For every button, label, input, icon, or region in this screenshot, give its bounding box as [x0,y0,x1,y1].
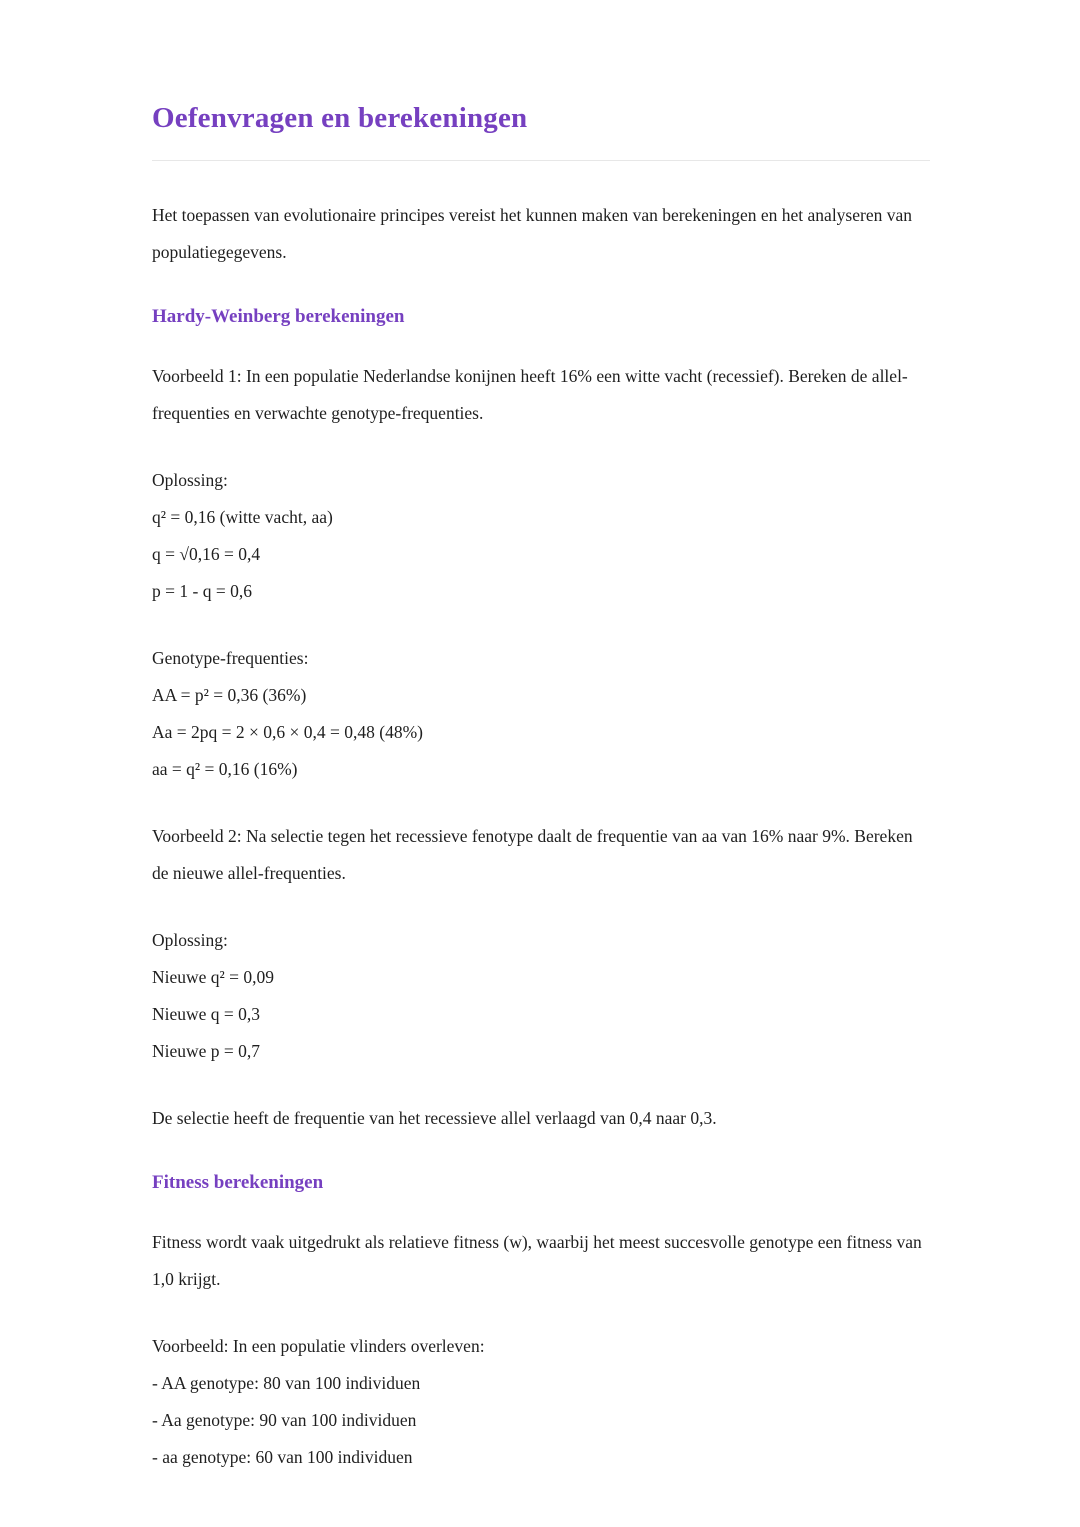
block-oplossing-2 [152,922,930,1070]
title-divider [152,160,930,161]
fitness-line-aa: - aa genotype: 60 van 100 individuen [152,1446,413,1467]
oplossing-1-line-q2: q² = 0,16 (witte vacht, aa) [152,506,333,527]
genotype-line-AA: AA = p² = 0,36 (36%) [152,684,307,705]
oplossing-2-line-p: Nieuwe p = 0,7 [152,1040,261,1061]
intro-paragraph: Het toepassen van evolutionaire principes vereist het kunnen maken van berekeningen en het analyseren van populatiegegevens. [152,205,912,263]
block-genotype-frequenties [152,640,930,788]
fitness-line-AA: - AA genotype: 80 van 100 individuen [152,1372,421,1393]
genotype-label: Genotype-frequenties: [152,647,309,668]
genotype-line-aa: aa = q² = 0,16 (16%) [152,758,298,779]
genotype-line-Aa: Aa = 2pq = 2 × 0,6 × 0,4 = 0,48 (48%) [152,721,423,742]
fitness-voorbeeld-label: Voorbeeld: In een populatie vlinders overleven: [152,1335,485,1356]
block-oplossing-1 [152,462,930,610]
oplossing-1-label: Oplossing: [152,469,228,490]
oplossing-1-line-q: q = √0,16 = 0,4 [152,543,261,564]
oplossing-1-line-p: p = 1 - q = 0,6 [152,580,252,601]
fitness-line-Aa: - Aa genotype: 90 van 100 individuen [152,1409,417,1430]
section-heading-fitness: Fitness berekeningen [152,1171,324,1193]
section-heading-hardy-weinberg: Hardy-Weinberg berekeningen [152,306,405,328]
oplossing-2-line-q2: Nieuwe q² = 0,09 [152,966,275,987]
page-title: Oefenvragen en berekeningen [152,102,528,134]
oplossing-2-line-q: Nieuwe q = 0,3 [152,1003,261,1024]
paragraph-fitness-intro: Fitness wordt vaak uitgedrukt als relatieve fitness (w), waarbij het meest succesvolle genotype een fitness van 1,0 krijgt. [152,1231,922,1289]
block-fitness-voorbeeld [152,1328,930,1476]
paragraph-voorbeeld-1: Voorbeeld 1: In een populatie Nederlandse konijnen heeft 16% een witte vacht (recessief). Bereken de allel-frequenties en verwachte genotype-frequenties. [152,365,908,423]
paragraph-voorbeeld-2: Voorbeeld 2: Na selectie tegen het recessieve fenotype daalt de frequentie van aa van 16% naar 9%. Bereken de nieuwe allel-frequenties. [152,825,913,883]
paragraph-conclusie: De selectie heeft de frequentie van het recessieve allel verlaagd van 0,4 naar 0,3. [152,1107,717,1128]
oplossing-2-label: Oplossing: [152,929,228,950]
